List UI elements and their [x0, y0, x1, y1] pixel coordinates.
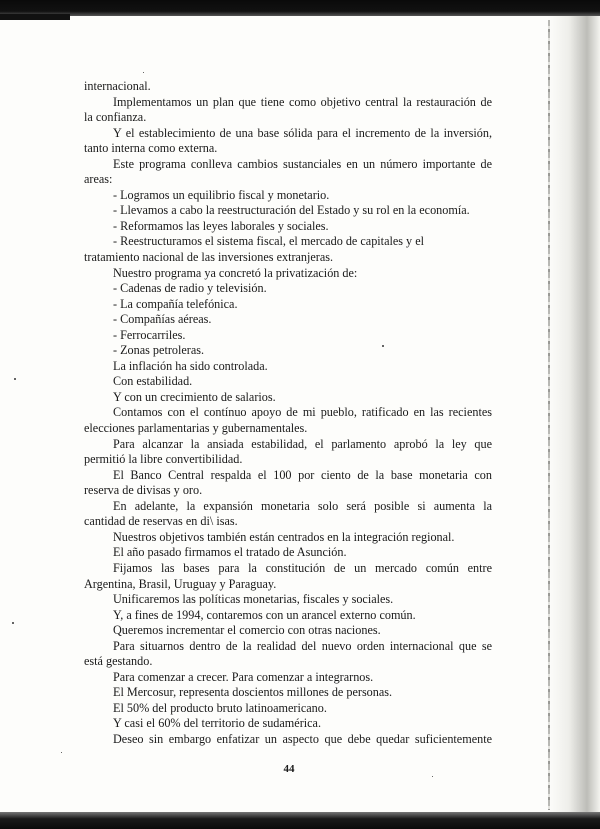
- text-line: permitió la libre convertibilidad.: [84, 452, 243, 467]
- text-line: está gestando.: [84, 654, 153, 669]
- text-line: - Compañías aéreas.: [113, 312, 212, 327]
- text-line: Y casi el 60% del territorio de sudamérica.: [113, 716, 322, 731]
- page-number: 44: [283, 763, 295, 775]
- text-line: En adelante, la expansión monetaria solo será posible si aumenta la: [113, 498, 492, 513]
- text-line: El Banco Central respalda el 100 por ciento de la base monetaria con: [113, 467, 492, 482]
- text-line: Deseo sin embargo enfatizar un aspecto que debe quedar suficientemente: [113, 731, 492, 746]
- text-line: Para alcanzar la ansiada estabilidad, el parlamento aprobó la ley que: [113, 436, 492, 451]
- text-line: areas:: [84, 172, 113, 187]
- text-line: El año pasado firmamos el tratado de Asunción.: [113, 545, 347, 560]
- text-line: - Logramos un equilibrio fiscal y monetario.: [113, 187, 330, 202]
- text-line: - Zonas petroleras.: [113, 343, 205, 358]
- text-line: Contamos con el contínuo apoyo de mi pueblo, ratificado en las recientes: [113, 405, 492, 420]
- body-text: [84, 79, 492, 748]
- text-line: cantidad de reservas en di\ isas.: [84, 514, 238, 529]
- text-line: Y el establecimiento de una base sólida para el incremento de la inversión,: [113, 125, 492, 140]
- text-line: tratamiento nacional de las inversiones extranjeras.: [84, 250, 334, 265]
- text-line: Unificaremos las políticas monetarias, fiscales y sociales.: [113, 592, 394, 607]
- text-line: - Reestructuramos el sistema fiscal, el mercado de capitales y el: [113, 234, 424, 249]
- text-line: - La compañía telefónica.: [113, 296, 238, 311]
- scan-speck: [432, 776, 433, 777]
- scan-speck: [12, 622, 14, 624]
- text-line: El Mercosur, representa doscientos millones de personas.: [113, 685, 393, 700]
- text-line: Nuestro programa ya concretó la privatización de:: [113, 265, 358, 280]
- text-line: Fijamos las bases para la constitución de un mercado común entre: [113, 560, 492, 575]
- text-line: Este programa conlleva cambios sustanciales en un número importante de: [113, 156, 492, 171]
- text-line: Implementamos un plan que tiene como objetivo central la restauración de: [113, 94, 492, 109]
- scan-speck: [14, 378, 16, 380]
- scan-speck: [143, 72, 144, 73]
- text-line: Y con un crecimiento de salarios.: [113, 389, 276, 404]
- text-line: El 50% del producto bruto latinoamericano.: [113, 700, 327, 715]
- scan-speck: [61, 752, 62, 753]
- text-line: elecciones parlamentarias y gubernamentales.: [84, 421, 308, 436]
- text-line: la confianza.: [84, 110, 147, 125]
- text-line: Queremos incrementar el comercio con otras naciones.: [113, 623, 381, 638]
- scan-right-binding-line: [548, 20, 550, 810]
- scan-top-notch: [0, 14, 70, 20]
- text-line: Con estabilidad.: [113, 374, 193, 389]
- text-line: Nuestros objetivos también están centrados en la integración regional.: [113, 529, 455, 544]
- text-line: - Llevamos a cabo la reestructuración del Estado y su rol en la economía.: [113, 203, 470, 218]
- scan-bottom-border: [0, 812, 600, 829]
- text-line: - Reformamos las leyes laborales y sociales.: [113, 218, 329, 233]
- text-line: - Cadenas de radio y televisión.: [113, 281, 267, 296]
- text-line: Para situarnos dentro de la realidad del nuevo orden internacional que se: [113, 638, 492, 653]
- scan-right-edge: [548, 16, 600, 829]
- text-line: - Ferrocarriles.: [113, 327, 186, 342]
- text-line: tanto interna como externa.: [84, 141, 218, 156]
- scan-top-border: [0, 0, 600, 16]
- text-line: Argentina, Brasil, Uruguay y Paraguay.: [84, 576, 277, 591]
- text-line: Y, a fines de 1994, contaremos con un arancel externo común.: [113, 607, 416, 622]
- text-line: Para comenzar a crecer. Para comenzar a integrarnos.: [113, 669, 374, 684]
- text-line: internacional.: [84, 79, 151, 93]
- text-line: La inflación ha sido controlada.: [113, 358, 268, 373]
- text-line: reserva de divisas y oro.: [84, 483, 203, 498]
